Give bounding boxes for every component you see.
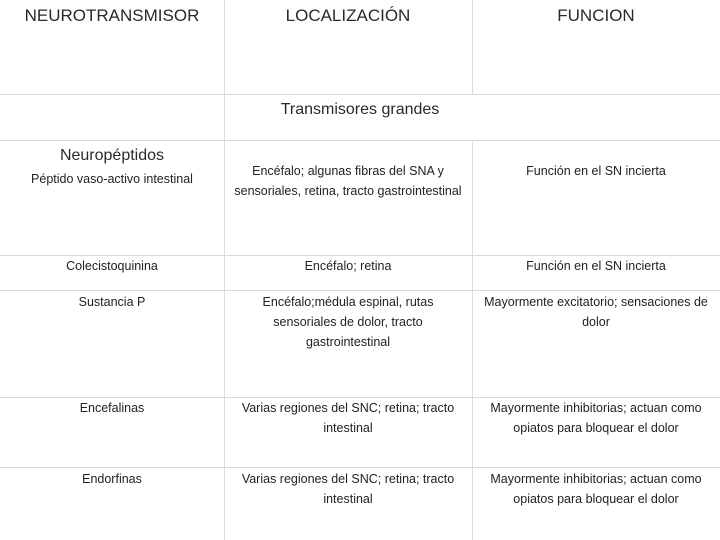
row-1-funcion: Función en el SN incierta — [526, 259, 666, 273]
row-2-localizacion: Encéfalo;médula espinal, rutas sensoriales de dolor, tracto gastrointestinal — [262, 295, 434, 349]
row-divider — [0, 94, 720, 95]
group-label: Neuropéptidos — [59, 147, 165, 164]
row-1-localizacion: Encéfalo; retina — [304, 259, 392, 273]
column-divider — [472, 140, 473, 540]
row-3-funcion: Mayormente inhibitorias; actuan como opiatos para bloquear el dolor — [490, 401, 702, 435]
header-funcion: FUNCION — [557, 6, 635, 25]
column-divider — [224, 0, 225, 540]
row-0-funcion: Función en el SN incierta — [526, 164, 666, 178]
row-4-localizacion: Varias regiones del SNC; retina; tracto intestinal — [241, 472, 455, 506]
row-0-localizacion: Encéfalo; algunas fibras del SNA y sensoriales, retina, tracto gastrointestinal — [234, 164, 462, 198]
row-divider — [0, 467, 720, 468]
row-3-localizacion: Varias regiones del SNC; retina; tracto intestinal — [241, 401, 455, 435]
row-2-neurotransmisor: Sustancia P — [78, 295, 146, 309]
row-1-neurotransmisor: Colecistoquinina — [66, 259, 158, 273]
row-4-funcion: Mayormente inhibitorias; actuan como opiatos para bloquear el dolor — [490, 472, 702, 506]
row-4-neurotransmisor: Endorfinas — [82, 472, 142, 486]
row-divider — [0, 290, 720, 291]
row-0-neurotransmisor: Péptido vaso-activo intestinal — [31, 172, 193, 186]
header-localizacion: LOCALIZACIÓN — [285, 6, 411, 25]
header-neurotransmisor: NEUROTRANSMISOR — [24, 6, 200, 25]
row-3-neurotransmisor: Encefalinas — [79, 401, 145, 415]
row-2-funcion: Mayormente excitatorio; sensaciones de dolor — [484, 295, 708, 329]
row-divider — [0, 140, 720, 141]
section-title: Transmisores grandes — [280, 101, 440, 118]
